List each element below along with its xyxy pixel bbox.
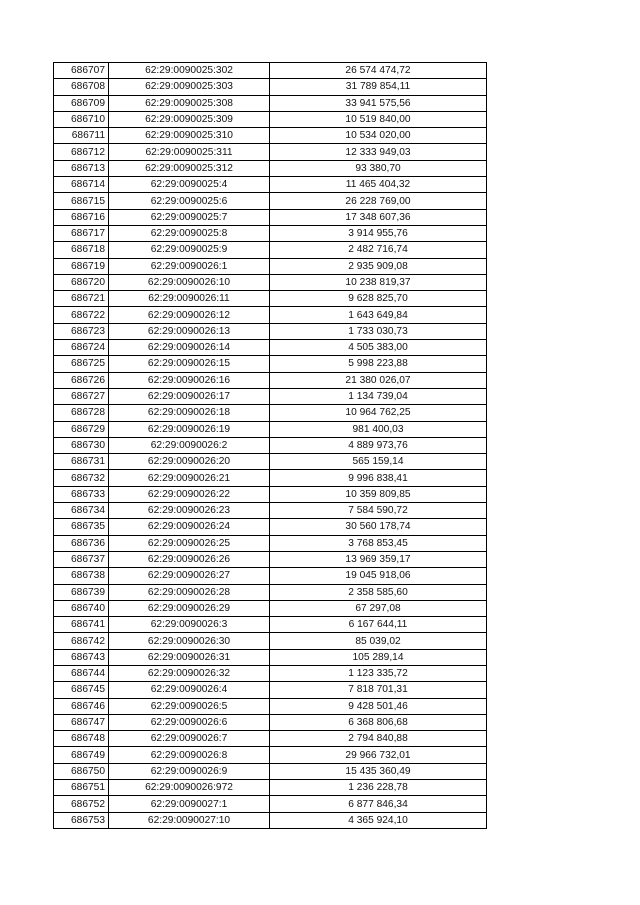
cadastral-number-cell: 62:29:0090026:4 <box>109 682 270 698</box>
row-id-cell: 686729 <box>54 421 109 437</box>
cadastral-number-cell: 62:29:0090026:5 <box>109 698 270 714</box>
row-id-cell: 686744 <box>54 665 109 681</box>
table-row <box>54 177 487 193</box>
row-id-cell: 686722 <box>54 307 109 323</box>
table-row <box>54 763 487 779</box>
cadastral-number-cell: 62:29:0090026:32 <box>109 665 270 681</box>
cadastral-number-cell: 62:29:0090026:21 <box>109 470 270 486</box>
cadastral-number-cell: 62:29:0090026:16 <box>109 372 270 388</box>
table-row <box>54 372 487 388</box>
row-id-cell: 686736 <box>54 535 109 551</box>
cadastral-number-cell: 62:29:0090026:3 <box>109 617 270 633</box>
cadastral-number-cell: 62:29:0090025:9 <box>109 242 270 258</box>
data-table <box>53 62 487 829</box>
row-id-cell: 686707 <box>54 63 109 79</box>
table-row <box>54 128 487 144</box>
value-cell: 26 574 474,72 <box>270 63 487 79</box>
table-row <box>54 291 487 307</box>
cadastral-number-cell: 62:29:0090026:9 <box>109 763 270 779</box>
table-row <box>54 617 487 633</box>
cadastral-number-cell: 62:29:0090027:10 <box>109 812 270 828</box>
cadastral-number-cell: 62:29:0090025:303 <box>109 79 270 95</box>
row-id-cell: 686749 <box>54 747 109 763</box>
row-id-cell: 686745 <box>54 682 109 698</box>
value-cell: 7 818 701,31 <box>270 682 487 698</box>
row-id-cell: 686746 <box>54 698 109 714</box>
value-cell: 2 935 909,08 <box>270 258 487 274</box>
value-cell: 85 039,02 <box>270 633 487 649</box>
row-id-cell: 686727 <box>54 388 109 404</box>
value-cell: 10 359 809,85 <box>270 486 487 502</box>
table-row <box>54 388 487 404</box>
table-row <box>54 242 487 258</box>
cadastral-number-cell: 62:29:0090026:28 <box>109 584 270 600</box>
row-id-cell: 686723 <box>54 323 109 339</box>
value-cell: 1 643 649,84 <box>270 307 487 323</box>
cadastral-number-cell: 62:29:0090026:17 <box>109 388 270 404</box>
value-cell: 105 289,14 <box>270 649 487 665</box>
row-id-cell: 686718 <box>54 242 109 258</box>
table-row <box>54 111 487 127</box>
cadastral-number-cell: 62:29:0090026:29 <box>109 600 270 616</box>
value-cell: 3 768 853,45 <box>270 535 487 551</box>
row-id-cell: 686721 <box>54 291 109 307</box>
value-cell: 21 380 026,07 <box>270 372 487 388</box>
row-id-cell: 686740 <box>54 600 109 616</box>
cadastral-number-cell: 62:29:0090025:302 <box>109 63 270 79</box>
row-id-cell: 686717 <box>54 225 109 241</box>
row-id-cell: 686708 <box>54 79 109 95</box>
table-row <box>54 160 487 176</box>
value-cell: 26 228 769,00 <box>270 193 487 209</box>
row-id-cell: 686753 <box>54 812 109 828</box>
table-row <box>54 258 487 274</box>
cadastral-number-cell: 62:29:0090025:308 <box>109 95 270 111</box>
value-cell: 67 297,08 <box>270 600 487 616</box>
cadastral-number-cell: 62:29:0090026:10 <box>109 274 270 290</box>
cadastral-number-cell: 62:29:0090026:11 <box>109 291 270 307</box>
table-row <box>54 323 487 339</box>
table-row <box>54 454 487 470</box>
cadastral-number-cell: 62:29:0090026:22 <box>109 486 270 502</box>
table-row <box>54 731 487 747</box>
value-cell: 565 159,14 <box>270 454 487 470</box>
value-cell: 30 560 178,74 <box>270 519 487 535</box>
value-cell: 13 969 359,17 <box>270 551 487 567</box>
table-row <box>54 747 487 763</box>
value-cell: 93 380,70 <box>270 160 487 176</box>
table-row <box>54 649 487 665</box>
row-id-cell: 686750 <box>54 763 109 779</box>
cadastral-number-cell: 62:29:0090026:972 <box>109 780 270 796</box>
row-id-cell: 686709 <box>54 95 109 111</box>
value-cell: 7 584 590,72 <box>270 503 487 519</box>
cadastral-number-cell: 62:29:0090025:4 <box>109 177 270 193</box>
value-cell: 4 365 924,10 <box>270 812 487 828</box>
table-row <box>54 470 487 486</box>
table-row <box>54 584 487 600</box>
row-id-cell: 686739 <box>54 584 109 600</box>
cadastral-number-cell: 62:29:0090025:311 <box>109 144 270 160</box>
table-row <box>54 340 487 356</box>
cadastral-number-cell: 62:29:0090025:8 <box>109 225 270 241</box>
value-cell: 2 482 716,74 <box>270 242 487 258</box>
row-id-cell: 686731 <box>54 454 109 470</box>
row-id-cell: 686712 <box>54 144 109 160</box>
cadastral-number-cell: 62:29:0090027:1 <box>109 796 270 812</box>
table-row <box>54 665 487 681</box>
table-body <box>54 63 487 829</box>
cadastral-number-cell: 62:29:0090026:2 <box>109 437 270 453</box>
table-row <box>54 95 487 111</box>
cadastral-number-cell: 62:29:0090026:13 <box>109 323 270 339</box>
cadastral-number-cell: 62:29:0090026:7 <box>109 731 270 747</box>
cadastral-number-cell: 62:29:0090026:12 <box>109 307 270 323</box>
value-cell: 31 789 854,11 <box>270 79 487 95</box>
table-row <box>54 796 487 812</box>
table-row <box>54 437 487 453</box>
table-row <box>54 600 487 616</box>
table-row <box>54 63 487 79</box>
row-id-cell: 686751 <box>54 780 109 796</box>
value-cell: 33 941 575,56 <box>270 95 487 111</box>
row-id-cell: 686716 <box>54 209 109 225</box>
row-id-cell: 686743 <box>54 649 109 665</box>
table-row <box>54 274 487 290</box>
table-row <box>54 682 487 698</box>
cadastral-number-cell: 62:29:0090026:6 <box>109 714 270 730</box>
row-id-cell: 686732 <box>54 470 109 486</box>
value-cell: 5 998 223,88 <box>270 356 487 372</box>
row-id-cell: 686752 <box>54 796 109 812</box>
value-cell: 19 045 918,06 <box>270 568 487 584</box>
value-cell: 3 914 955,76 <box>270 225 487 241</box>
value-cell: 6 368 806,68 <box>270 714 487 730</box>
value-cell: 9 996 838,41 <box>270 470 487 486</box>
table-row <box>54 812 487 828</box>
cadastral-number-cell: 62:29:0090025:309 <box>109 111 270 127</box>
cadastral-number-cell: 62:29:0090026:24 <box>109 519 270 535</box>
table-row <box>54 356 487 372</box>
row-id-cell: 686737 <box>54 551 109 567</box>
table-row <box>54 209 487 225</box>
cadastral-number-cell: 62:29:0090026:20 <box>109 454 270 470</box>
row-id-cell: 686728 <box>54 405 109 421</box>
row-id-cell: 686715 <box>54 193 109 209</box>
table-row <box>54 193 487 209</box>
table-row <box>54 633 487 649</box>
row-id-cell: 686725 <box>54 356 109 372</box>
value-cell: 29 966 732,01 <box>270 747 487 763</box>
value-cell: 12 333 949,03 <box>270 144 487 160</box>
value-cell: 17 348 607,36 <box>270 209 487 225</box>
value-cell: 4 889 973,76 <box>270 437 487 453</box>
value-cell: 10 964 762,25 <box>270 405 487 421</box>
value-cell: 1 134 739,04 <box>270 388 487 404</box>
value-cell: 1 733 030,73 <box>270 323 487 339</box>
cadastral-number-cell: 62:29:0090026:31 <box>109 649 270 665</box>
table-row <box>54 780 487 796</box>
cadastral-number-cell: 62:29:0090026:1 <box>109 258 270 274</box>
row-id-cell: 686747 <box>54 714 109 730</box>
table-row <box>54 519 487 535</box>
row-id-cell: 686724 <box>54 340 109 356</box>
value-cell: 2 358 585,60 <box>270 584 487 600</box>
row-id-cell: 686734 <box>54 503 109 519</box>
row-id-cell: 686714 <box>54 177 109 193</box>
row-id-cell: 686719 <box>54 258 109 274</box>
value-cell: 10 534 020,00 <box>270 128 487 144</box>
row-id-cell: 686730 <box>54 437 109 453</box>
table-row <box>54 568 487 584</box>
row-id-cell: 686748 <box>54 731 109 747</box>
table-row <box>54 551 487 567</box>
cadastral-number-cell: 62:29:0090026:23 <box>109 503 270 519</box>
value-cell: 10 519 840,00 <box>270 111 487 127</box>
cadastral-number-cell: 62:29:0090025:310 <box>109 128 270 144</box>
table-row <box>54 225 487 241</box>
cadastral-number-cell: 62:29:0090026:27 <box>109 568 270 584</box>
row-id-cell: 686735 <box>54 519 109 535</box>
table-row <box>54 486 487 502</box>
value-cell: 1 123 335,72 <box>270 665 487 681</box>
value-cell: 9 428 501,46 <box>270 698 487 714</box>
table-row <box>54 307 487 323</box>
value-cell: 9 628 825,70 <box>270 291 487 307</box>
value-cell: 2 794 840,88 <box>270 731 487 747</box>
cadastral-number-cell: 62:29:0090026:30 <box>109 633 270 649</box>
cadastral-number-cell: 62:29:0090026:15 <box>109 356 270 372</box>
value-cell: 981 400,03 <box>270 421 487 437</box>
table-row <box>54 698 487 714</box>
row-id-cell: 686713 <box>54 160 109 176</box>
value-cell: 10 238 819,37 <box>270 274 487 290</box>
row-id-cell: 686741 <box>54 617 109 633</box>
table-row <box>54 421 487 437</box>
cadastral-number-cell: 62:29:0090025:7 <box>109 209 270 225</box>
cadastral-number-cell: 62:29:0090025:6 <box>109 193 270 209</box>
value-cell: 6 877 846,34 <box>270 796 487 812</box>
cadastral-number-cell: 62:29:0090026:25 <box>109 535 270 551</box>
cadastral-number-cell: 62:29:0090025:312 <box>109 160 270 176</box>
value-cell: 1 236 228,78 <box>270 780 487 796</box>
row-id-cell: 686742 <box>54 633 109 649</box>
cadastral-number-cell: 62:29:0090026:19 <box>109 421 270 437</box>
cadastral-number-cell: 62:29:0090026:8 <box>109 747 270 763</box>
table-row <box>54 714 487 730</box>
row-id-cell: 686738 <box>54 568 109 584</box>
value-cell: 6 167 644,11 <box>270 617 487 633</box>
table-row <box>54 144 487 160</box>
table-row <box>54 535 487 551</box>
table-row <box>54 79 487 95</box>
row-id-cell: 686726 <box>54 372 109 388</box>
value-cell: 4 505 383,00 <box>270 340 487 356</box>
cadastral-number-cell: 62:29:0090026:18 <box>109 405 270 421</box>
row-id-cell: 686720 <box>54 274 109 290</box>
cadastral-number-cell: 62:29:0090026:14 <box>109 340 270 356</box>
value-cell: 11 465 404,32 <box>270 177 487 193</box>
row-id-cell: 686733 <box>54 486 109 502</box>
value-cell: 15 435 360,49 <box>270 763 487 779</box>
row-id-cell: 686711 <box>54 128 109 144</box>
data-sheet <box>53 62 487 829</box>
row-id-cell: 686710 <box>54 111 109 127</box>
cadastral-number-cell: 62:29:0090026:26 <box>109 551 270 567</box>
table-row <box>54 503 487 519</box>
table-row <box>54 405 487 421</box>
